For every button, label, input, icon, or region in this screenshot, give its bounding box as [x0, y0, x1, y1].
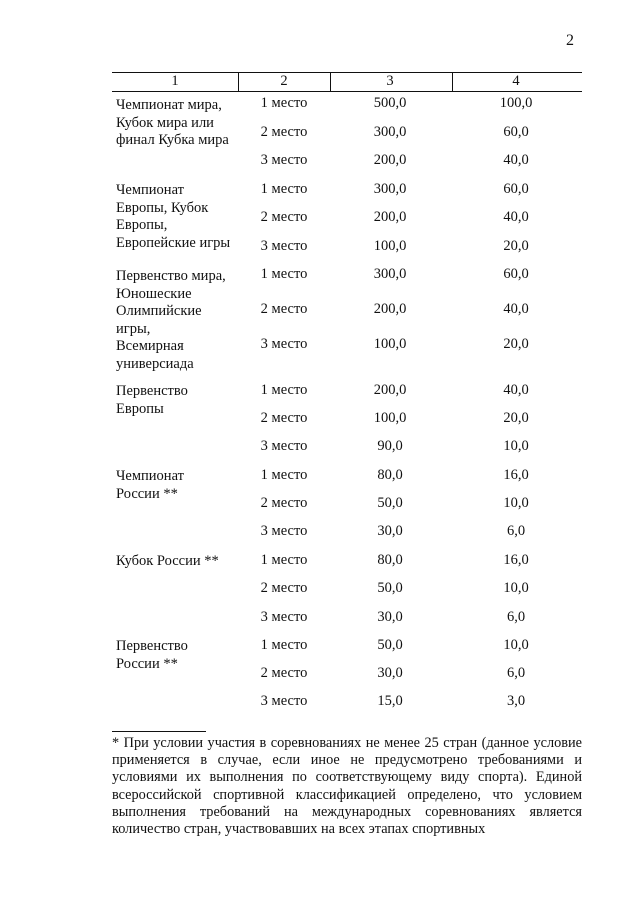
points-col3-cell: 15,0: [377, 693, 403, 709]
place-cell: 2 место: [260, 301, 308, 317]
points-col3-cell: 80,0: [377, 552, 403, 568]
points-col4-cell: 6,0: [506, 665, 526, 681]
place-cell: 1 место: [260, 467, 308, 483]
points-col4-cell: 3,0: [506, 693, 526, 709]
points-col4-cell: 40,0: [503, 152, 529, 168]
points-col3-cell: 100,0: [373, 336, 407, 352]
points-col4-cell: 20,0: [503, 410, 529, 426]
points-col3-cell: 50,0: [377, 580, 403, 596]
points-col4-cell: 40,0: [503, 209, 529, 225]
place-cell: 3 место: [260, 152, 308, 168]
points-col3-cell: 30,0: [377, 665, 403, 681]
place-cell: 1 место: [260, 382, 308, 398]
column-header-4: 4: [512, 73, 520, 89]
points-col3-cell: 300,0: [373, 181, 407, 197]
points-col3-cell: 500,0: [373, 95, 407, 111]
group-label: Чемпионат мира, Кубок мира или финал Кубка мира: [116, 97, 229, 149]
group-label: Кубок России **: [116, 553, 219, 569]
points-col4-cell: 6,0: [506, 523, 526, 539]
place-cell: 2 место: [260, 410, 308, 426]
points-col3-cell: 100,0: [373, 238, 407, 254]
points-col3-cell: 100,0: [373, 410, 407, 426]
points-col3-cell: 30,0: [377, 523, 403, 539]
group-label: Первенство мира, Юношеские Олимпийские игры, Всемирная универсиада: [116, 268, 226, 372]
points-col3-cell: 300,0: [373, 124, 407, 140]
points-col4-cell: 10,0: [503, 580, 529, 596]
place-cell: 3 место: [260, 238, 308, 254]
place-cell: 1 место: [260, 266, 308, 282]
points-col4-cell: 10,0: [503, 637, 529, 653]
place-cell: 3 место: [260, 693, 308, 709]
place-cell: 2 место: [260, 495, 308, 511]
points-col4-cell: 100,0: [499, 95, 533, 111]
points-col4-cell: 40,0: [503, 301, 529, 317]
column-header-2: 2: [280, 73, 288, 89]
points-col3-cell: 200,0: [373, 301, 407, 317]
points-col3-cell: 80,0: [377, 467, 403, 483]
points-col4-cell: 10,0: [503, 438, 529, 454]
group-label: Чемпионат Европы, Кубок Европы, Европейские игры: [116, 182, 231, 251]
points-col3-cell: 200,0: [373, 209, 407, 225]
column-header-1: 1: [171, 73, 179, 89]
place-cell: 2 место: [260, 580, 308, 596]
column-divider: [330, 72, 331, 92]
place-cell: 3 место: [260, 438, 308, 454]
points-col3-cell: 50,0: [377, 637, 403, 653]
place-cell: 2 место: [260, 665, 308, 681]
points-col3-cell: 50,0: [377, 495, 403, 511]
table-header-bottom-rule: [112, 91, 582, 92]
group-label: Первенство Европы: [116, 383, 188, 417]
place-cell: 1 место: [260, 552, 308, 568]
column-divider: [238, 72, 239, 92]
place-cell: 3 место: [260, 609, 308, 625]
place-cell: 2 место: [260, 209, 308, 225]
place-cell: 2 место: [260, 124, 308, 140]
points-col3-cell: 90,0: [377, 438, 403, 454]
group-label: Первенство России **: [116, 638, 188, 672]
points-col4-cell: 20,0: [503, 238, 529, 254]
points-col4-cell: 10,0: [503, 495, 529, 511]
points-col4-cell: 20,0: [503, 336, 529, 352]
place-cell: 1 место: [260, 637, 308, 653]
footnote-text: * При условии участия в соревнованиях не менее 25 стран (данное условие применяется в случае, если иное не предусмотрено требованиями и условиями их выполнения по соответствующему виду спорта). Единой всероссийской спортивной классификацией определено, что условием выполнения требований на международных соревнованиях является количество стран, участвовавших на всех этапах спортивных: [112, 735, 582, 838]
page-number: 2: [566, 32, 574, 49]
points-col3-cell: 30,0: [377, 609, 403, 625]
points-col3-cell: 300,0: [373, 266, 407, 282]
place-cell: 1 место: [260, 181, 308, 197]
column-header-3: 3: [386, 73, 394, 89]
group-label: Чемпионат России **: [116, 468, 184, 502]
points-col4-cell: 6,0: [506, 609, 526, 625]
footnote-separator: [112, 731, 206, 732]
place-cell: 1 место: [260, 95, 308, 111]
points-col4-cell: 40,0: [503, 382, 529, 398]
column-divider: [452, 72, 453, 92]
points-col4-cell: 16,0: [503, 552, 529, 568]
place-cell: 3 место: [260, 336, 308, 352]
points-col3-cell: 200,0: [373, 382, 407, 398]
points-col4-cell: 60,0: [503, 266, 529, 282]
points-col4-cell: 60,0: [503, 181, 529, 197]
place-cell: 3 место: [260, 523, 308, 539]
points-col4-cell: 16,0: [503, 467, 529, 483]
points-col4-cell: 60,0: [503, 124, 529, 140]
points-col3-cell: 200,0: [373, 152, 407, 168]
